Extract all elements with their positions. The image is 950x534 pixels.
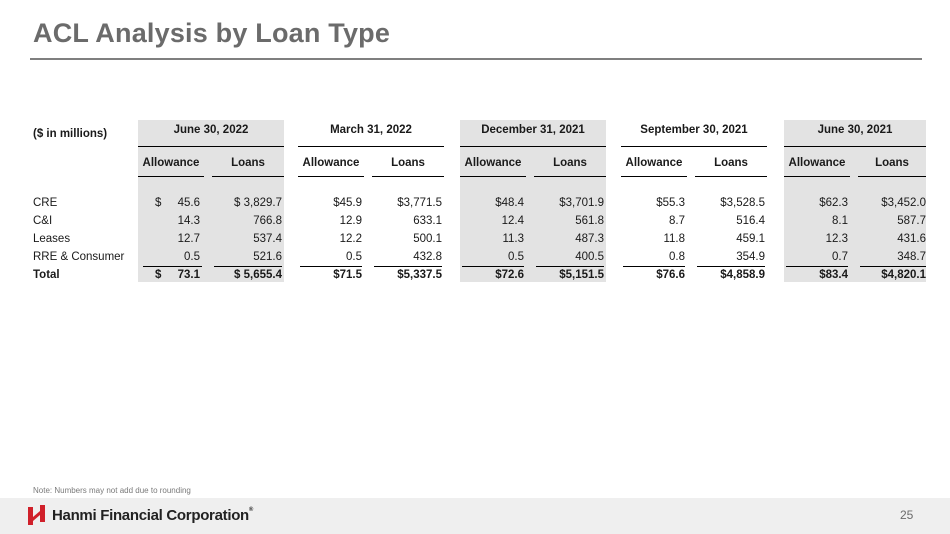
total-rule bbox=[143, 266, 202, 267]
cell-value: 431.6 bbox=[897, 233, 926, 245]
cell-value: 561.8 bbox=[575, 215, 604, 227]
cell-value: $ 5,655.4 bbox=[234, 269, 282, 281]
total-rule bbox=[462, 266, 524, 267]
cell-value: $83.4 bbox=[819, 269, 848, 281]
subheader-loans: Loans bbox=[875, 157, 909, 169]
unit-label: ($ in millions) bbox=[33, 128, 108, 140]
cell-value: 45.6 bbox=[177, 197, 200, 209]
cell-value: 0.7 bbox=[832, 251, 848, 263]
cell-value: 11.8 bbox=[663, 233, 685, 245]
subheader-loans: Loans bbox=[391, 157, 425, 169]
cell-value: 0.5 bbox=[346, 251, 362, 263]
period-header-5: June 30, 2021 bbox=[817, 124, 893, 136]
total-rule bbox=[214, 266, 282, 267]
cell-value: $3,452.0 bbox=[881, 197, 926, 209]
row-label-rre: RRE & Consumer bbox=[33, 251, 125, 263]
header-rule-5 bbox=[784, 146, 926, 147]
cell-value: $76.6 bbox=[656, 269, 685, 281]
cell-value: 14.3 bbox=[177, 215, 200, 227]
cell-value: 0.8 bbox=[669, 251, 685, 263]
hanmi-logo-icon bbox=[28, 505, 46, 525]
cell-value: $5,151.5 bbox=[559, 269, 604, 281]
subheader-rule bbox=[621, 176, 687, 177]
cell-value: 521.6 bbox=[253, 251, 282, 263]
total-rule bbox=[786, 266, 848, 267]
cell-value: 432.8 bbox=[413, 251, 442, 263]
period-header-4: September 30, 2021 bbox=[640, 124, 748, 136]
cell-value: 516.4 bbox=[736, 215, 765, 227]
cell-value: $3,528.5 bbox=[720, 197, 765, 209]
subheader-rule bbox=[298, 176, 364, 177]
cell-value: 348.7 bbox=[897, 251, 926, 263]
cell-value: 766.8 bbox=[253, 215, 282, 227]
cell-value: $72.6 bbox=[495, 269, 524, 281]
footnote: Note: Numbers may not add due to rounding bbox=[33, 486, 191, 495]
total-rule bbox=[623, 266, 685, 267]
row-label-ci: C&I bbox=[33, 215, 53, 227]
cell-value: $48.4 bbox=[495, 197, 524, 209]
cell-value: 587.7 bbox=[897, 215, 926, 227]
subheader-rule bbox=[858, 176, 926, 177]
total-rule bbox=[860, 266, 926, 267]
cell-value: 633.1 bbox=[413, 215, 442, 227]
cell-value: 400.5 bbox=[575, 251, 604, 263]
cell-value: 12.7 bbox=[177, 233, 200, 245]
cell-value: 459.1 bbox=[736, 233, 765, 245]
cell-value: $3,701.9 bbox=[559, 197, 604, 209]
cell-value: $5,337.5 bbox=[397, 269, 442, 281]
cell-value: 500.1 bbox=[413, 233, 442, 245]
header-rule-1 bbox=[138, 146, 284, 147]
total-rule bbox=[374, 266, 442, 267]
cell-value: $4,820.1 bbox=[881, 269, 926, 281]
cell-dollar: $ bbox=[155, 269, 162, 281]
total-rule bbox=[536, 266, 604, 267]
subheader-rule bbox=[372, 176, 444, 177]
cell-value: $45.9 bbox=[333, 197, 362, 209]
subheader-rule bbox=[784, 176, 850, 177]
cell-value: $55.3 bbox=[656, 197, 685, 209]
cell-value: 12.4 bbox=[501, 215, 524, 227]
cell-value: 8.1 bbox=[832, 215, 848, 227]
cell-value: 354.9 bbox=[736, 251, 765, 263]
cell-value: $ 3,829.7 bbox=[234, 197, 282, 209]
subheader-rule bbox=[534, 176, 606, 177]
cell-value: 8.7 bbox=[669, 215, 685, 227]
company-name: Hanmi Financial Corporation® bbox=[52, 507, 254, 524]
page-title: ACL Analysis by Loan Type bbox=[33, 18, 391, 48]
subheader-rule bbox=[212, 176, 284, 177]
header-rule-3 bbox=[460, 146, 606, 147]
cell-value: 0.5 bbox=[184, 251, 200, 263]
cell-value: 12.2 bbox=[339, 233, 362, 245]
period-header-3: December 31, 2021 bbox=[481, 124, 585, 136]
cell-value: 487.3 bbox=[575, 233, 604, 245]
cell-value: $3,771.5 bbox=[397, 197, 442, 209]
period-header-1: June 30, 2022 bbox=[173, 124, 249, 136]
row-label-cre: CRE bbox=[33, 197, 58, 209]
subheader-rule bbox=[695, 176, 767, 177]
header-rule-4 bbox=[621, 146, 767, 147]
cell-value: $4,858.9 bbox=[720, 269, 765, 281]
cell-value: 12.3 bbox=[825, 233, 848, 245]
subheader-loans: Loans bbox=[553, 157, 587, 169]
subheader-loans: Loans bbox=[714, 157, 748, 169]
subheader-allowance: Allowance bbox=[788, 157, 846, 169]
subheader-rule bbox=[138, 176, 204, 177]
subheader-allowance: Allowance bbox=[464, 157, 522, 169]
total-rule bbox=[697, 266, 765, 267]
cell-value: 11.3 bbox=[502, 233, 524, 245]
page-number: 25 bbox=[900, 508, 914, 522]
cell-dollar: $ bbox=[155, 197, 162, 209]
subheader-allowance: Allowance bbox=[142, 157, 200, 169]
row-label-total: Total bbox=[33, 269, 60, 281]
cell-value: 537.4 bbox=[253, 233, 282, 245]
subheader-loans: Loans bbox=[231, 157, 265, 169]
cell-value: 0.5 bbox=[508, 251, 524, 263]
row-label-leases: Leases bbox=[33, 233, 71, 245]
subheader-allowance: Allowance bbox=[302, 157, 360, 169]
subheader-allowance: Allowance bbox=[625, 157, 683, 169]
total-rule bbox=[300, 266, 362, 267]
subheader-rule bbox=[460, 176, 526, 177]
cell-value: 12.9 bbox=[339, 215, 362, 227]
cell-value: $62.3 bbox=[819, 197, 848, 209]
cell-value: 73.1 bbox=[177, 269, 200, 281]
cell-value: $71.5 bbox=[333, 269, 362, 281]
period-header-2: March 31, 2022 bbox=[330, 124, 412, 136]
header-rule-2 bbox=[298, 146, 444, 147]
